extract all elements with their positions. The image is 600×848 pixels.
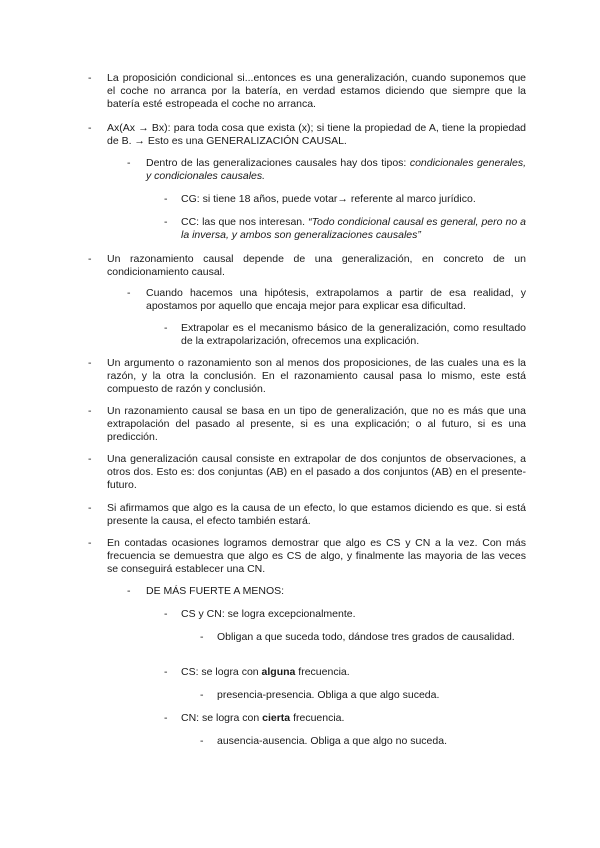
bullet-text-post: frecuencia. [290,712,345,724]
dash-marker: - [88,122,92,134]
bullet-text: CG: si tiene 18 años, puede votar→ referente al marco jurídico. [181,193,476,205]
dash-marker: - [164,608,168,620]
dash-marker: - [200,631,204,643]
bullet-text [181,666,526,679]
bullet-cc-definition [164,216,526,242]
bullet-cs-and-cn [164,608,526,621]
bullet-extrapolate [164,322,526,348]
dash-marker: - [88,72,92,84]
bullet-text: La proposición condicional si...entonces es una generalización, cuando suponemos que el coche no arranca por la batería, en verdad estamos diciendo que siempre que la batería esté estropeada el coche no arranca. [107,72,526,110]
bullet-text: Ax(Ax → Bx): para toda cosa que exista (x); si tiene la propiedad de A, tiene la propiedad de B. → Esto es una GENERALIZACIÓN CAUSAL. [107,122,526,147]
dash-marker: - [88,405,92,417]
bullet-text-italic: “Todo condicional causal es general, pero no a la inversa, y ambos son generalizaciones causales” [181,216,527,241]
bullet-text [146,157,526,183]
bullet-text-plain: Dentro de las generalizaciones causales hay dos tipos: [146,157,410,169]
dash-marker: - [88,537,92,549]
bullet-text: ausencia-ausencia. Obliga a que algo no suceda. [217,735,447,747]
bullet-text-italic: condicionales generales, y condicionales causales. [146,157,527,182]
bullet-text: Obligan a que suceda todo, dándose tres grados de causalidad. [217,631,515,643]
bullet-cs-cn-detail [200,631,526,644]
bullet-text-bold: cierta [262,712,291,724]
dash-marker: - [164,193,168,205]
bullet-cs-cn [88,537,526,576]
bullet-text: En contadas ocasiones logramos demostrar que algo es CS y CN a la vez. Con más frecuencia se demuestra que algo es CS de algo, y finalmente las mayoria de las veces se conseguirá establecer una CN. [107,537,526,575]
bullet-strength-order [127,585,526,598]
bullet-conditional-generalization [88,72,526,111]
bullet-cn [164,712,526,725]
bullet-extrapolation-basis [88,405,526,444]
bullet-argument [88,357,526,396]
bullet-text: Cuando hacemos una hipótesis, extrapolamos a partir de esa realidad, y apostamos por aquello que encaja mejor para explicar esa dificultad. [146,287,526,312]
dash-marker: - [200,735,204,747]
bullet-text-bold: alguna [261,666,296,678]
bullet-causal-generalization [88,453,526,492]
bullet-text: DE MÁS FUERTE A MENOS: [146,585,285,597]
dash-marker: - [127,157,131,169]
bullet-causal-reasoning [88,253,526,279]
bullet-text: Si afirmamos que algo es la causa de un efecto, lo que estamos diciendo es que. si está presente la causa, el efecto también estará. [107,502,526,527]
bullet-two-types [127,157,526,183]
dash-marker: - [164,712,168,724]
bullet-text-post: frecuencia. [295,666,350,678]
bullet-text: Un argumento o razonamiento son al menos dos proposiciones, de las cuales una es la razón, y la otra la conclusión. En el razonamiento causal pasa lo mismo, este está compuesto de razón y conclusión. [107,357,526,395]
bullet-cn-detail [200,735,526,748]
dash-marker: - [127,287,131,299]
bullet-text-pre: CN: se logra con [181,712,263,724]
bullet-text-plain: CC: las que nos interesan. [181,216,309,228]
bullet-text [181,216,526,242]
bullet-text: Un razonamiento causal depende de una generalización, en concreto de un condicionamiento causal. [107,253,526,278]
bullet-text: CS y CN: se logra excepcionalmente. [181,608,356,620]
bullet-cs [164,666,526,679]
dash-marker: - [164,322,168,334]
dash-marker: - [88,502,92,514]
dash-marker: - [88,253,92,265]
bullet-text: Una generalización causal consiste en extrapolar de dos conjuntos de observaciones, a otros dos. Esto es: dos conjuntas (AB) en el pasado a dos conjuntos (AB) en el presente-futuro. [107,453,526,491]
bullet-text: presencia-presencia. Obliga a que algo suceda. [217,689,440,701]
bullet-text [181,712,526,725]
bullet-text-pre: CS: se logra con [181,666,262,678]
bullet-cg-example [164,193,526,206]
dash-marker: - [164,666,168,678]
dash-marker: - [88,453,92,465]
bullet-text: Un razonamiento causal se basa en un tipo de generalización, que no es más que una extrapolación del pasado al presente, si es una explicación; o al futuro, si es una predicción. [107,405,526,443]
bullet-text: Extrapolar es el mecanismo básico de la generalización, como resultado de la extrapolarización, ofrecemos una explicación. [181,322,526,347]
bullet-cause-effect [88,502,526,528]
dash-marker: - [88,357,92,369]
dash-marker: - [127,585,131,597]
bullet-hypothesis [127,287,526,313]
dash-marker: - [164,216,168,228]
bullet-cs-detail [200,689,526,702]
dash-marker: - [200,689,204,701]
bullet-causal-formula [88,122,526,148]
